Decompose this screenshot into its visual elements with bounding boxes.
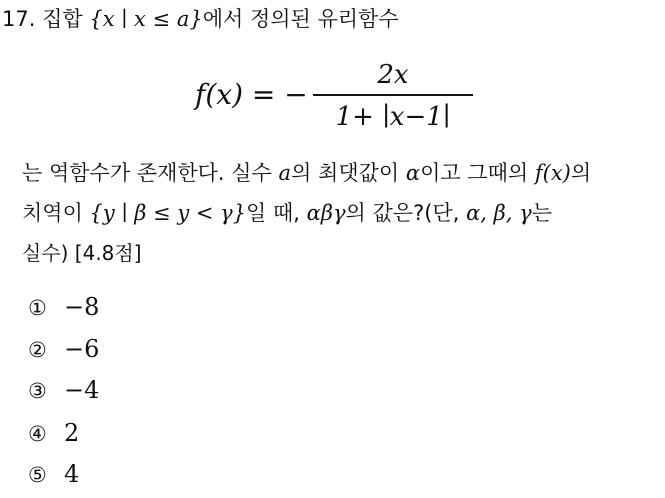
choice-marker-3: ③ xyxy=(28,379,47,403)
line3-text-d: 는 xyxy=(531,201,552,225)
line1-text-b: 에서 정의된 유리함수 xyxy=(202,7,399,31)
domain-set-expression: {x ∣ x ≤ a} xyxy=(89,7,203,31)
answer-choice-4[interactable] xyxy=(28,418,79,449)
function-fx: f(x) xyxy=(534,161,571,185)
line3-text-c: 의 값은?(단, xyxy=(345,201,460,225)
line2-text-c: 이고 그때의 xyxy=(420,161,529,185)
range-set-expression: {y ∣ β ≤ y < γ} xyxy=(89,201,247,225)
line3-text-a: 치역이 xyxy=(22,201,83,225)
formula-fraction xyxy=(313,58,473,134)
variable-a: a xyxy=(278,161,292,185)
question-line-3 xyxy=(22,198,552,228)
variable-alpha: α xyxy=(405,161,421,185)
line1-text-a: 집합 xyxy=(42,7,83,31)
answer-choice-1[interactable] xyxy=(28,292,99,323)
line2-text-a: 는 역함수가 존재한다. 실수 xyxy=(22,161,272,185)
formula-lhs: f(x) = − xyxy=(195,78,308,111)
question-line-4 xyxy=(22,238,142,268)
line2-text-b: 의 최댓값이 xyxy=(291,161,400,185)
answer-choice-5[interactable] xyxy=(28,459,79,490)
line2-text-d: 의 xyxy=(570,161,592,185)
choice-marker-4: ④ xyxy=(28,422,47,446)
question-line-1 xyxy=(2,4,399,34)
line3-text-b: 일 때, xyxy=(246,201,300,225)
question-number: 17. xyxy=(2,7,36,31)
choice-value-2: −6 xyxy=(64,335,100,363)
beta-symbol: β, xyxy=(493,201,513,225)
fraction-bar xyxy=(313,94,473,96)
product-alpha-beta-gamma: αβγ xyxy=(306,201,346,225)
choice-marker-1: ① xyxy=(28,296,47,320)
formula-denominator: 1+ ∣x−1∣ xyxy=(335,102,451,132)
choice-value-5: 4 xyxy=(64,460,80,488)
rational-function-formula xyxy=(195,58,495,138)
choice-value-1: −8 xyxy=(64,293,100,321)
answer-choice-3[interactable] xyxy=(28,375,99,406)
choice-value-3: −4 xyxy=(64,376,100,404)
choice-marker-2: ② xyxy=(28,338,47,362)
question-line-2 xyxy=(22,158,591,188)
answer-choice-2[interactable] xyxy=(28,334,99,365)
gamma-symbol: γ xyxy=(519,201,532,225)
alpha-symbol: α, xyxy=(466,201,487,225)
choice-marker-5: ⑤ xyxy=(28,463,47,487)
formula-numerator: 2x xyxy=(377,60,409,90)
choice-value-4: 2 xyxy=(64,419,80,447)
line4-text: 실수) [4.8점] xyxy=(22,241,142,265)
